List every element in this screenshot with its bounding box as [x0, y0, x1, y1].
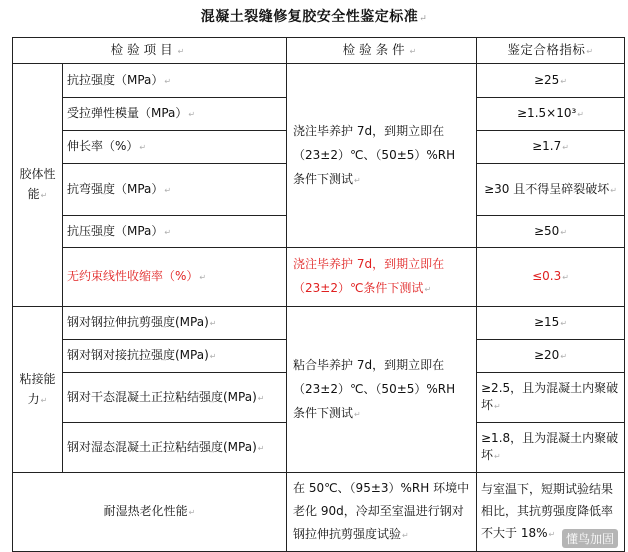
table-row [13, 307, 625, 340]
table-row [13, 473, 625, 552]
value-cell: ≥50↵ [477, 216, 625, 248]
item-aging: 耐湿热老化性能↵ [13, 473, 287, 552]
value-cell: ≥30 且不得呈碎裂破坏↵ [477, 164, 625, 216]
condition-bond: 粘合毕养护 7d，到期立即在（23±2）℃、（50±5）%RH 条件下测试↵ [287, 307, 477, 473]
value-cell: ≥15↵ [477, 307, 625, 340]
value-cell: ≤0.3↵ [477, 248, 625, 307]
item-cell: 抗压强度（MPa）↵ [63, 216, 287, 248]
value-cell: ≥1.5×10³↵ [477, 98, 625, 131]
value-cell: ≥1.8，且为混凝土内聚破坏↵ [477, 423, 625, 473]
document-title [0, 6, 628, 26]
item-cell: 受拉弹性模量（MPa）↵ [63, 98, 287, 131]
value-cell: ≥2.5，且为混凝土内聚破坏↵ [477, 373, 625, 423]
value-cell: ≥25↵ [477, 64, 625, 98]
item-cell: 钢对钢对接抗拉强度(MPa)↵ [63, 340, 287, 373]
paragraph-mark-icon: ↵ [419, 14, 428, 24]
item-cell: 伸长率（%）↵ [63, 131, 287, 164]
group-label-glue: 胶体性能↵ [13, 64, 63, 307]
condition-aging: 在 50℃、（95±3）%RH 环境中老化 90d，冷却至室温进行钢对钢拉伸抗剪强度试验↵ [287, 473, 477, 552]
item-cell: 钢对钢拉伸抗剪强度(MPa)↵ [63, 307, 287, 340]
header-item: 检验项目↵ [13, 38, 287, 64]
item-cell: 抗拉强度（MPa）↵ [63, 64, 287, 98]
header-condition: 检验条件↵ [287, 38, 477, 64]
title-text: 混凝土裂缝修复胶安全性鉴定标准 [200, 9, 419, 25]
header-row [13, 38, 625, 64]
standard-table [12, 37, 625, 552]
group-label-bond: 粘接能力↵ [13, 307, 63, 473]
table-row-highlight [13, 248, 625, 307]
watermark: 懂鸟加固 [562, 529, 618, 548]
item-cell: 无约束线性收缩率（%）↵ [63, 248, 287, 307]
item-cell: 钢对湿态混凝土正拉粘结强度(MPa)↵ [63, 423, 287, 473]
condition-glue-red: 浇注毕养护 7d，到期立即在（23±2）℃条件下测试↵ [287, 248, 477, 307]
value-cell: 与室温下，短期试验结果相比，其抗剪强度降低率不大于 18%↵ [477, 473, 625, 552]
header-criteria: 鉴定合格指标↵ [477, 38, 625, 64]
table-row [13, 64, 625, 98]
item-cell: 抗弯强度（MPa）↵ [63, 164, 287, 216]
item-cell: 钢对干态混凝土正拉粘结强度(MPa)↵ [63, 373, 287, 423]
value-cell: ≥20↵ [477, 340, 625, 373]
value-cell: ≥1.7↵ [477, 131, 625, 164]
condition-glue: 浇注毕养护 7d，到期立即在（23±2）℃、（50±5）%RH 条件下测试↵ [287, 64, 477, 248]
